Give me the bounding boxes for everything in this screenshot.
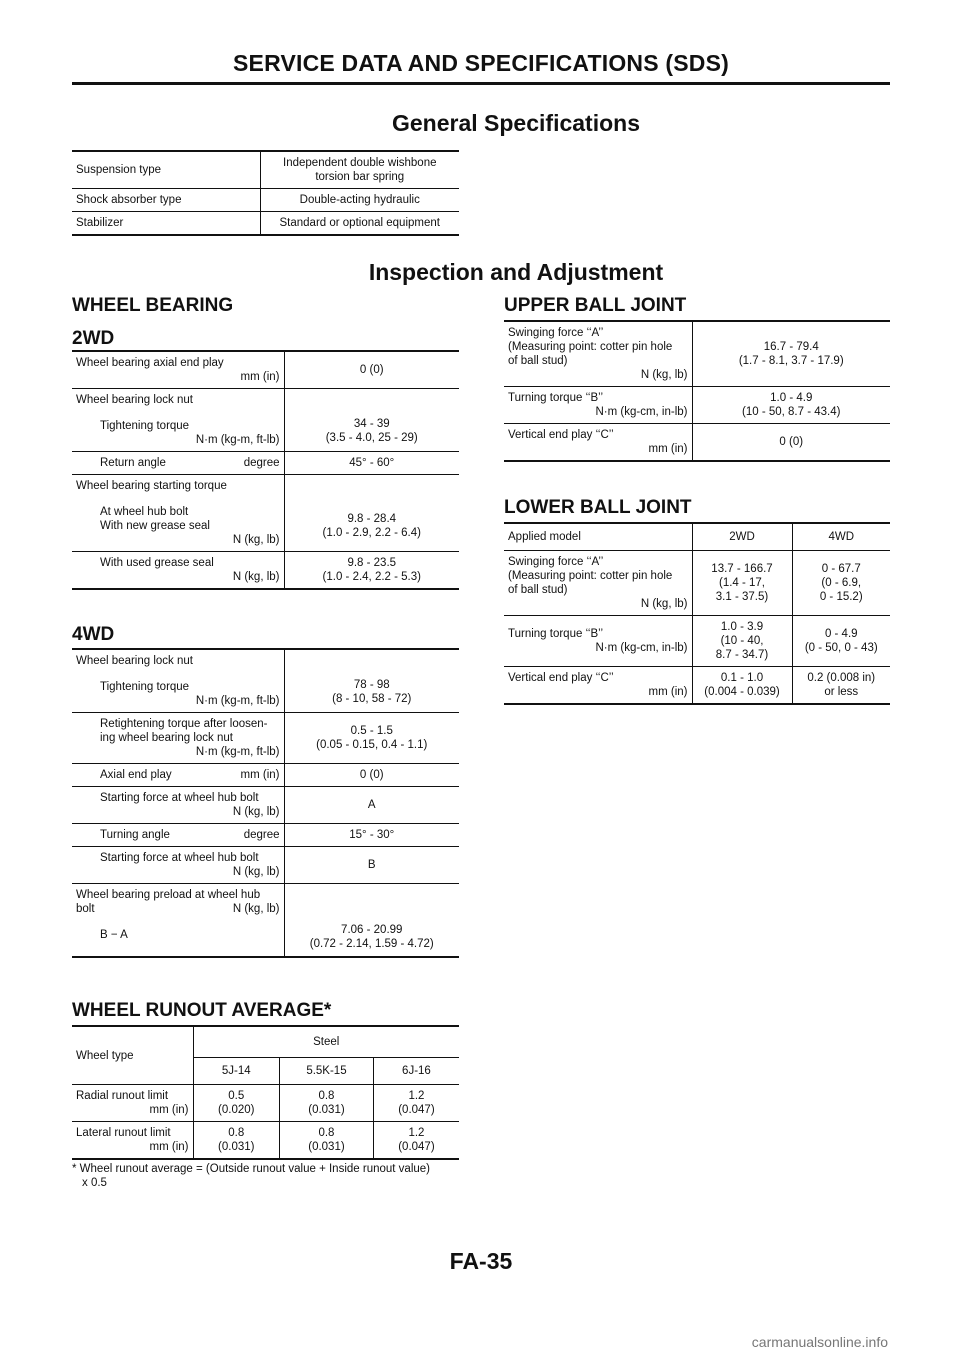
turn-2wd-value-3: 8.7 - 34.7) <box>715 649 769 661</box>
swing-4wd-value-3: 0 - 15.2) <box>819 591 863 603</box>
b-minus-a-label: B − A <box>100 929 128 941</box>
table-row <box>504 616 890 667</box>
return-angle-value: 45° - 60° <box>284 452 459 475</box>
starting-force-b-value: B <box>284 847 459 884</box>
page-number: FA-35 <box>449 1248 513 1274</box>
table-row <box>72 1085 459 1122</box>
starting-torque-label: Wheel bearing starting torque <box>76 480 227 492</box>
page-header: SERVICE DATA AND SPECIFICATIONS (SDS) <box>233 50 729 76</box>
suspension-type-label: Suspension type <box>72 151 260 189</box>
tightening-torque-label: Tightening torque <box>100 420 190 432</box>
turning-torque-value-2: (10 - 50, 8.7 - 43.4) <box>742 406 841 418</box>
lateral-value-in: (0.031) <box>218 1141 255 1153</box>
2wd-title: 2WD <box>72 328 115 349</box>
tightening-torque-value: 78 - 98 <box>353 679 390 691</box>
size-6j16: 6J-16 <box>373 1058 459 1085</box>
lateral-value-in: (0.047) <box>398 1141 435 1153</box>
col-2wd: 2WD <box>692 523 792 551</box>
table-row <box>72 189 459 212</box>
turn-2wd-value-2: (10 - 40, <box>720 635 764 647</box>
col-4wd: 4WD <box>792 523 890 551</box>
starting-torque-value-2: (1.0 - 2.9, 2.2 - 6.4) <box>322 527 421 539</box>
tightening-torque-value-2: (8 - 10, 58 - 72) <box>332 693 412 705</box>
starting-torque-value: 9.8 - 28.4 <box>347 513 397 525</box>
table-row <box>504 387 890 424</box>
swing-4wd-value: 0 - 67.7 <box>821 563 861 575</box>
swinging-force-label: Swinging force ‘‘A’’ <box>508 556 604 568</box>
turning-angle-label: Turning angle <box>100 829 170 841</box>
table-row <box>504 551 890 616</box>
retightening-value-2: (0.05 - 0.15, 0.4 - 1.1) <box>316 739 428 751</box>
turn-4wd-value-2: (0 - 50, 0 - 43) <box>804 642 878 654</box>
table-row <box>72 389 459 452</box>
b-minus-a-value: 7.06 - 20.99 <box>341 924 403 936</box>
lateral-value: 0.8 <box>228 1127 245 1139</box>
wheel-bearing-title: WHEEL BEARING <box>72 295 234 316</box>
b-minus-a-value-2: (0.72 - 2.14, 1.59 - 4.72) <box>309 938 434 950</box>
used-grease-seal-unit: N (kg, lb) <box>232 571 280 583</box>
lateral-value-in: (0.031) <box>308 1141 345 1153</box>
suspension-type-value: Independent double wishbone <box>283 157 437 169</box>
stabilizer-label: Stabilizer <box>72 212 260 236</box>
starting-force-a-value: A <box>284 787 459 824</box>
wheel-runout-title: WHEEL RUNOUT AVERAGE* <box>72 1000 332 1021</box>
used-grease-seal-value-2: (1.0 - 2.4, 2.2 - 5.3) <box>322 571 421 583</box>
vert-2wd-value-2: (0.004 - 0.039) <box>704 686 780 698</box>
new-grease-seal-label: With new grease seal <box>100 520 210 532</box>
lateral-value: 0.8 <box>318 1127 335 1139</box>
vertical-end-play-unit: mm (in) <box>648 686 688 698</box>
upper-ball-joint-title: UPPER BALL JOINT <box>504 295 687 316</box>
upper-ball-joint-table <box>504 320 890 462</box>
measuring-point-label: (Measuring point: cotter pin hole <box>508 341 673 353</box>
starting-torque-unit: N (kg, lb) <box>232 534 280 546</box>
stabilizer-value: Standard or optional equipment <box>260 212 459 236</box>
starting-force-a-unit: N (kg, lb) <box>232 806 280 818</box>
retightening-unit: N·m (kg-m, ft-lb) <box>195 746 280 758</box>
table-row <box>72 764 459 787</box>
radial-value: 0.5 <box>228 1090 245 1102</box>
swinging-force-value-2: (1.7 - 8.1, 3.7 - 17.9) <box>738 355 844 367</box>
vertical-end-play-label: Vertical end play ‘‘C’’ <box>508 672 614 684</box>
retightening-value: 0.5 - 1.5 <box>350 725 393 737</box>
watermark: carmanualsonline.info <box>751 1334 888 1350</box>
vert-4wd-value-2: or less <box>824 686 859 698</box>
swinging-force-label: Swinging force ‘‘A’’ <box>508 327 604 339</box>
size-5j14: 5J-14 <box>193 1058 280 1085</box>
lateral-value: 1.2 <box>408 1127 425 1139</box>
preload-unit: N (kg, lb) <box>232 903 280 915</box>
lateral-runout-label: Lateral runout limit <box>76 1127 171 1139</box>
table-row <box>72 351 459 389</box>
vert-4wd-value: 0.2 (0.008 in) <box>807 672 876 684</box>
size-55k15: 5.5K-15 <box>280 1058 374 1085</box>
turning-torque-value: 1.0 - 4.9 <box>770 392 813 404</box>
return-angle-unit: degree <box>243 457 280 469</box>
swing-2wd-value-3: 3.1 - 37.5) <box>715 591 769 603</box>
turning-torque-unit: N·m (kg-cm, in-lb) <box>595 406 688 418</box>
table-row <box>72 1122 459 1160</box>
table-row <box>504 523 890 551</box>
table-row <box>72 847 459 884</box>
swinging-force-value: 16.7 - 79.4 <box>763 341 819 353</box>
general-specifications-title: General Specifications <box>392 110 640 136</box>
vertical-end-play-value: 0 (0) <box>692 424 890 462</box>
table-row <box>72 151 459 189</box>
table-row <box>72 552 459 590</box>
swinging-force-unit: N (kg, lb) <box>640 598 688 610</box>
radial-value: 0.8 <box>318 1090 335 1102</box>
footnote-line-2: x 0.5 <box>82 1177 107 1189</box>
4wd-title: 4WD <box>72 624 115 645</box>
preload-label-2: bolt <box>76 903 95 915</box>
table-row <box>504 667 890 705</box>
retightening-label-2: ing wheel bearing lock nut <box>100 732 233 744</box>
axial-end-play-value: 0 (0) <box>284 764 459 787</box>
axial-end-play-unit: mm (in) <box>240 769 280 781</box>
radial-value-in: (0.020) <box>218 1104 255 1116</box>
lower-ball-joint-table <box>504 522 890 705</box>
tightening-torque-unit: N·m (kg-m, ft-lb) <box>195 695 280 707</box>
turning-angle-unit: degree <box>243 829 280 841</box>
turning-torque-unit: N·m (kg-cm, in-lb) <box>595 642 688 654</box>
swing-4wd-value-2: (0 - 6.9, <box>821 577 862 589</box>
turn-4wd-value: 0 - 4.9 <box>824 628 858 640</box>
inspection-title: Inspection and Adjustment <box>368 259 664 285</box>
wheel-bearing-2wd-table <box>72 350 459 590</box>
return-angle-label: Return angle <box>100 457 166 469</box>
table-row <box>72 212 459 236</box>
starting-force-a-label: Starting force at wheel hub bolt <box>100 792 259 804</box>
lock-nut-label: Wheel bearing lock nut <box>76 655 193 667</box>
turning-torque-label: Turning torque ‘‘B’’ <box>508 392 604 404</box>
vertical-end-play-label: Vertical end play ‘‘C’’ <box>508 429 614 441</box>
table-row <box>72 884 459 958</box>
table-row <box>72 452 459 475</box>
table-row <box>72 713 459 764</box>
retightening-label: Retightening torque after loosen- <box>100 718 268 730</box>
table-row <box>72 824 459 847</box>
turning-torque-label: Turning torque ‘‘B’’ <box>508 628 604 640</box>
table-row <box>72 475 459 552</box>
turning-angle-value: 15° - 30° <box>284 824 459 847</box>
vertical-end-play-unit: mm (in) <box>648 443 688 455</box>
turn-2wd-value: 1.0 - 3.9 <box>720 621 764 633</box>
radial-runout-label: Radial runout limit <box>76 1090 169 1102</box>
radial-runout-unit: mm (in) <box>149 1104 189 1116</box>
applied-model-label: Applied model <box>504 523 692 551</box>
runout-footnote <box>72 1162 462 1190</box>
vert-2wd-value: 0.1 - 1.0 <box>720 672 764 684</box>
swing-2wd-value: 13.7 - 166.7 <box>711 563 773 575</box>
wheel-runout-table <box>72 1025 459 1160</box>
shock-absorber-label: Shock absorber type <box>72 189 260 212</box>
lower-ball-joint-title: LOWER BALL JOINT <box>504 497 692 518</box>
wheel-bearing-4wd-table <box>72 648 459 958</box>
steel-header: Steel <box>193 1026 459 1058</box>
radial-value-in: (0.047) <box>398 1104 435 1116</box>
swinging-force-unit: N (kg, lb) <box>640 369 688 381</box>
suspension-type-value-2: torsion bar spring <box>315 171 405 183</box>
starting-force-b-unit: N (kg, lb) <box>232 866 280 878</box>
tightening-torque-unit: N·m (kg-m, ft-lb) <box>195 434 280 446</box>
starting-force-b-label: Starting force at wheel hub bolt <box>100 852 259 864</box>
measuring-point-label: (Measuring point: cotter pin hole <box>508 570 673 582</box>
axial-end-play-label: Axial end play <box>100 769 172 781</box>
shock-absorber-value: Double-acting hydraulic <box>260 189 459 212</box>
axial-end-play-value: 0 (0) <box>284 351 459 389</box>
tightening-torque-label: Tightening torque <box>100 681 190 693</box>
radial-value: 1.2 <box>408 1090 425 1102</box>
axial-end-play-unit: mm (in) <box>240 371 280 383</box>
preload-label: Wheel bearing preload at wheel hub <box>76 889 261 901</box>
tightening-torque-value: 34 - 39 <box>353 418 390 430</box>
header-rule <box>72 82 890 85</box>
swing-2wd-value-2: (1.4 - 17, <box>718 577 766 589</box>
table-row <box>72 1026 459 1058</box>
at-wheel-hub-bolt-label: At wheel hub bolt <box>100 506 189 518</box>
used-grease-seal-label: With used grease seal <box>100 557 214 569</box>
table-row <box>72 649 459 713</box>
lock-nut-label: Wheel bearing lock nut <box>76 394 193 406</box>
lateral-runout-unit: mm (in) <box>149 1141 189 1153</box>
ball-stud-label: of ball stud) <box>508 584 568 596</box>
used-grease-seal-value: 9.8 - 23.5 <box>347 557 397 569</box>
tightening-torque-value-2: (3.5 - 4.0, 25 - 29) <box>325 432 418 444</box>
table-row <box>504 321 890 387</box>
ball-stud-label: of ball stud) <box>508 355 568 367</box>
footnote-line-1: * Wheel runout average = (Outside runout value + Inside runout value) <box>72 1163 430 1175</box>
axial-end-play-label: Wheel bearing axial end play <box>76 357 224 369</box>
general-spec-table <box>72 150 459 236</box>
table-row <box>72 787 459 824</box>
wheel-type-label: Wheel type <box>72 1026 193 1085</box>
table-row <box>504 424 890 462</box>
radial-value-in: (0.031) <box>308 1104 345 1116</box>
